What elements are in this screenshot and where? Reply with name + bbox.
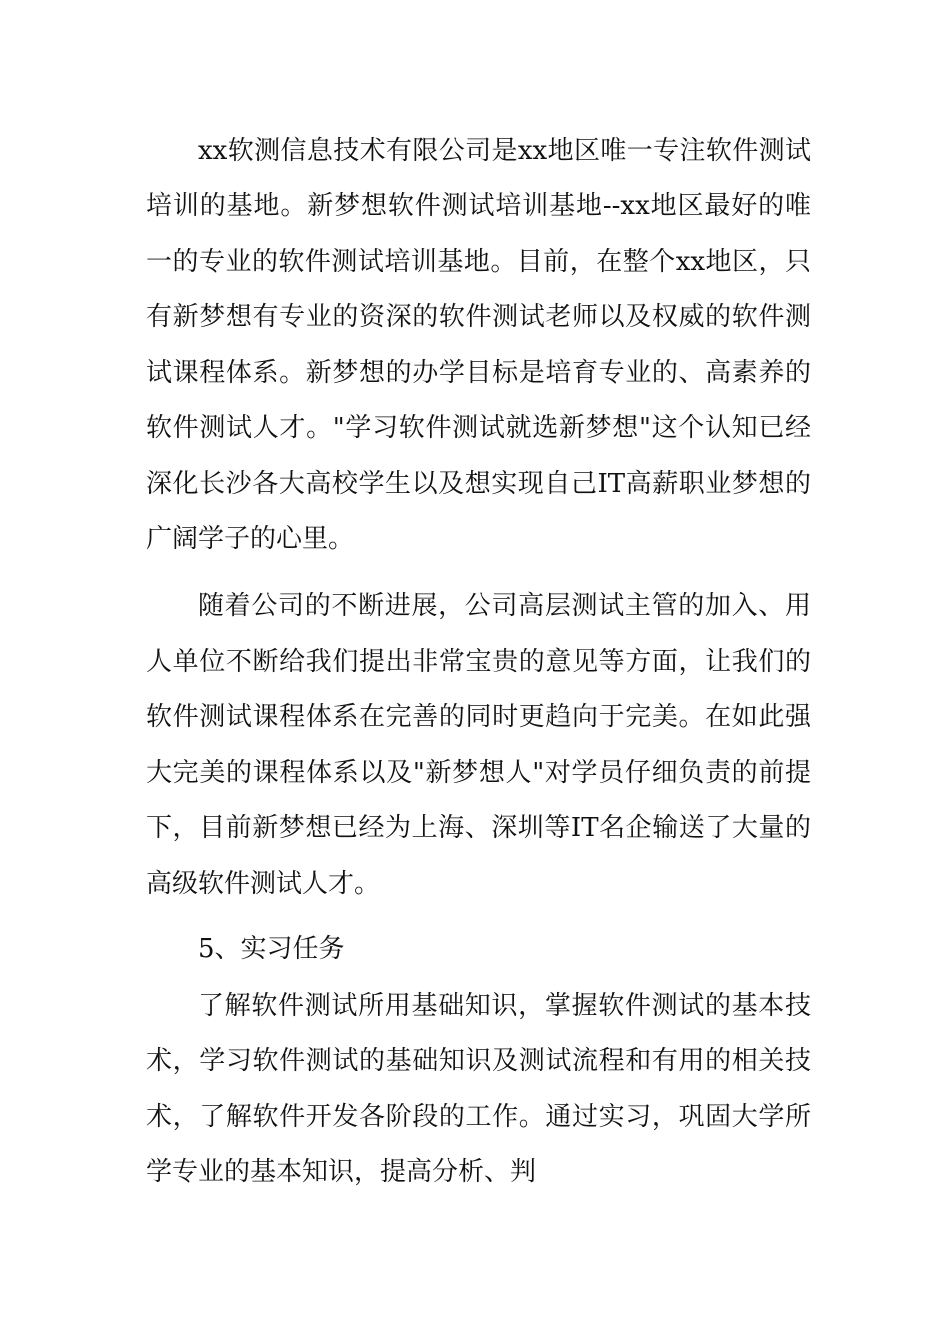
paragraph-1-line-7: 深化长沙各大高校学生以及想实现自己IT高薪职业梦想的 (146, 469, 811, 499)
paragraph-1-line-2: 培训的基地。新梦想软件测试培训基地--xx地区最好的唯 (146, 191, 811, 221)
paragraph-3-line-4: 学专业的基本知识，提高分析、判 (146, 1157, 537, 1187)
paragraph-1-line-1: xx软测信息技术有限公司是xx地区唯一专注软件测试 (198, 136, 811, 166)
section-heading: 5、实习任务 (198, 934, 345, 964)
paragraph-1-line-8: 广阔学子的心里。 (146, 524, 355, 554)
paragraph-3-line-2: 术，学习软件测试的基础知识及测试流程和有用的相关技 (146, 1046, 811, 1076)
paragraph-1-line-6: 软件测试人才。"学习软件测试就选新梦想"这个认知已经 (146, 413, 811, 443)
paragraph-2-line-1: 随着公司的不断进展，公司高层测试主管的加入、用 (198, 591, 811, 621)
paragraph-1-line-3: 一的专业的软件测试培训基地。目前，在整个xx地区，只 (146, 247, 811, 277)
paragraph-3-line-3: 术，了解软件开发各阶段的工作。通过实习，巩固大学所 (146, 1102, 811, 1132)
paragraph-2-line-2: 人单位不断给我们提出非常宝贵的意见等方面，让我们的 (146, 647, 811, 677)
paragraph-2-line-4: 大完美的课程体系以及"新梦想人"对学员仔细负责的前提 (146, 758, 811, 788)
paragraph-3-line-1: 了解软件测试所用基础知识，掌握软件测试的基本技 (198, 991, 811, 1021)
paragraph-2-line-3: 软件测试课程体系在完善的同时更趋向于完美。在如此强 (146, 702, 811, 732)
paragraph-2-line-5: 下，目前新梦想已经为上海、深圳等IT名企输送了大量的 (146, 813, 811, 843)
paragraph-1-line-4: 有新梦想有专业的资深的软件测试老师以及权威的软件测 (146, 302, 811, 332)
paragraph-2-line-6: 高级软件测试人才。 (146, 869, 381, 899)
paragraph-1-line-5: 试课程体系。新梦想的办学目标是培育专业的、高素养的 (146, 358, 811, 388)
